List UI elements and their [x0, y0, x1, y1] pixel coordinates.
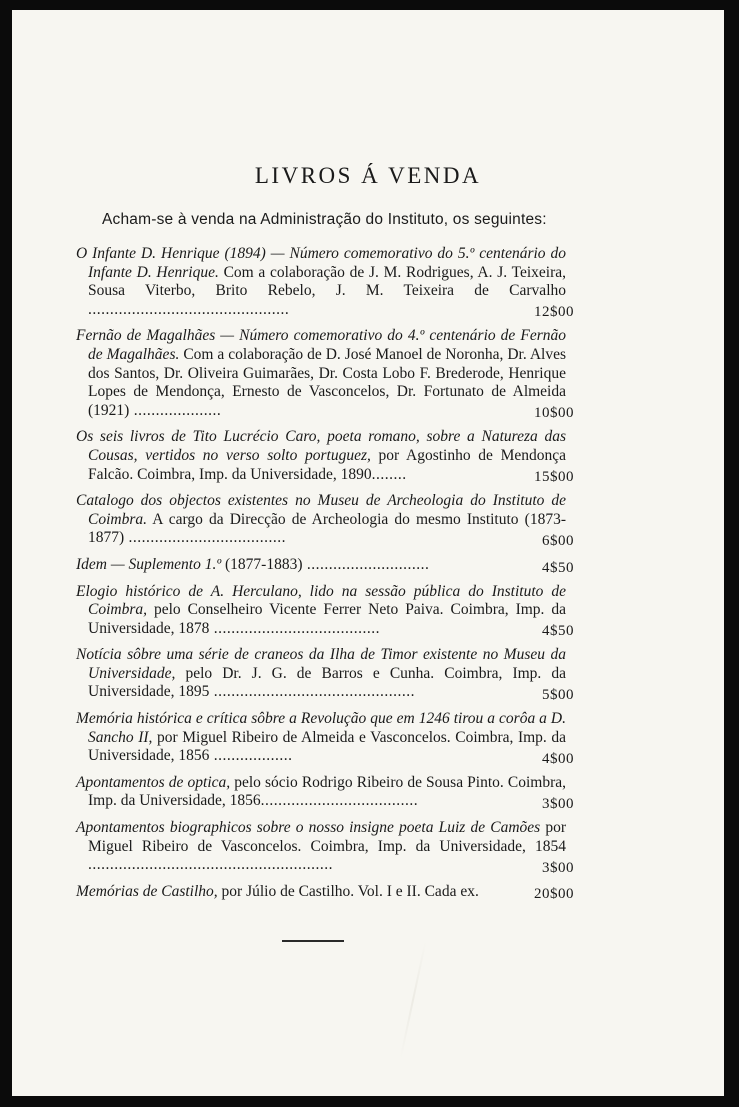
book-title: Catalogo dos objectos existentes no Museu de Archeologia do Instituto de Coimbra. — [76, 492, 566, 528]
book-details: A cargo da Direcção de Archeologia do mesmo Instituto (1873-1877) — [88, 510, 566, 547]
price: 4$00 — [542, 750, 574, 767]
price: 6$00 — [542, 532, 574, 549]
leader-dots: ...................................... — [209, 619, 381, 637]
leader-dots: .................................... — [124, 529, 287, 547]
list-item — [76, 582, 574, 640]
book-title: Idem — Suplemento 1.º — [76, 555, 222, 573]
paper-crease — [400, 941, 427, 1059]
list-item — [76, 428, 574, 486]
price: 4$50 — [542, 623, 574, 640]
divider — [282, 940, 344, 942]
price: 12$00 — [534, 304, 574, 321]
leader-dots: .................. — [209, 747, 293, 765]
book-details: por Agostinho de Mendonça Falcão. Coimbra, Imp. da Universidade, 1890 — [88, 446, 566, 483]
leader-dots: .................................... — [260, 792, 419, 810]
list-item — [76, 882, 574, 903]
leader-dots: .............................................. — [209, 683, 416, 701]
book-title: Os seis livros de Tito Lucrécio Caro, poeta romano, sobre a Natureza das Cousas, vertidos no verso solto portuguez, — [76, 428, 566, 464]
leader-dots: ............................ — [302, 555, 430, 573]
book-title: Memórias de Castilho, — [76, 882, 218, 900]
book-details: Com a colaboração de D. José Manoel de Noronha, Dr. Alves dos Santos, Dr. Oliveira Guimarães, Dr. Costa Lobo F. Brederode, Henrique Lopes de Mendonça, Ernesto de Vasconcelos, Dr. Fortunato de Almeida (1921) — [88, 345, 566, 419]
leader-dots: .............................................. — [88, 300, 290, 318]
list-item — [76, 646, 574, 704]
leader-dots: ........................................................ — [88, 856, 333, 874]
intro-text: Acham-se à venda na Administração do Instituto, os seguintes: — [102, 211, 547, 228]
list-item — [76, 710, 574, 767]
book-details: Com a colaboração de J. M. Rodrigues, A. J. Teixeira, Sousa Viterbo, Brito Rebelo, J. M. Teixeira de Carvalho — [88, 263, 566, 300]
list-item — [76, 327, 574, 422]
list-item — [76, 555, 574, 576]
price: 3$00 — [542, 859, 574, 876]
book-details: pelo Conselheiro Vicente Ferrer Neto Paiva. Coimbra, Imp. da Universidade, 1878 — [88, 601, 566, 637]
price: 4$50 — [542, 559, 574, 576]
book-details: por Miguel Ribeiro de Vasconcelos. Coimbra, Imp. da Universidade, 1854 — [88, 819, 566, 855]
price: 10$00 — [534, 405, 574, 422]
book-title: Fernão de Magalhães — Número comemorativo do 4.º centenário de Fernão de Magalhães. — [76, 327, 566, 363]
price: 5$00 — [542, 687, 574, 704]
page-title: LIVROS Á VENDA — [254, 163, 482, 188]
book-title: Memória histórica e crítica sôbre a Revolução que em 1246 tirou a corôa a D. Sancho II, — [76, 710, 566, 746]
book-details: por Miguel Ribeiro de Almeida e Vasconcelos. Coimbra, Imp. da Universidade, 1856 — [88, 728, 566, 765]
book-title: Elogio histórico de A. Herculano, lido na sessão pública do Instituto de Coimbra, — [76, 582, 566, 619]
book-details: pelo sócio Rodrigo Ribeiro de Sousa Pinto. Coimbra, Imp. da Universidade, 1856 — [88, 773, 567, 810]
book-list — [76, 245, 574, 909]
book-details: pelo Dr. J. G. de Barros e Cunha. Coimbra, Imp. da Universidade, 1895 — [88, 664, 566, 701]
price: 3$00 — [542, 796, 574, 813]
leader-dots: ........ — [371, 465, 407, 483]
list-item — [76, 773, 574, 813]
list-item — [76, 245, 574, 321]
book-title: O Infante D. Henrique (1894) — Número comemorativo do 5.º centenário do Infante D. Henrique. — [76, 245, 566, 281]
book-title: Apontamentos biographicos sobre o nosso insigne poeta Luiz de Camões — [76, 819, 541, 837]
book-details: (1877-1883) — [221, 555, 303, 573]
leader-dots: .................... — [129, 401, 222, 419]
list-item — [76, 819, 574, 876]
book-details: por Júlio de Castilho. Vol. I e II. Cada ex. — [217, 882, 479, 900]
list-item — [76, 492, 574, 549]
book-title: Apontamentos de optica, — [76, 773, 231, 791]
document-page — [12, 10, 724, 1096]
price: 15$00 — [534, 469, 574, 486]
book-title: Notícia sôbre uma série de craneos da Ilha de Timor existente no Museu da Universidade, — [76, 646, 566, 682]
price: 20$00 — [534, 886, 574, 903]
